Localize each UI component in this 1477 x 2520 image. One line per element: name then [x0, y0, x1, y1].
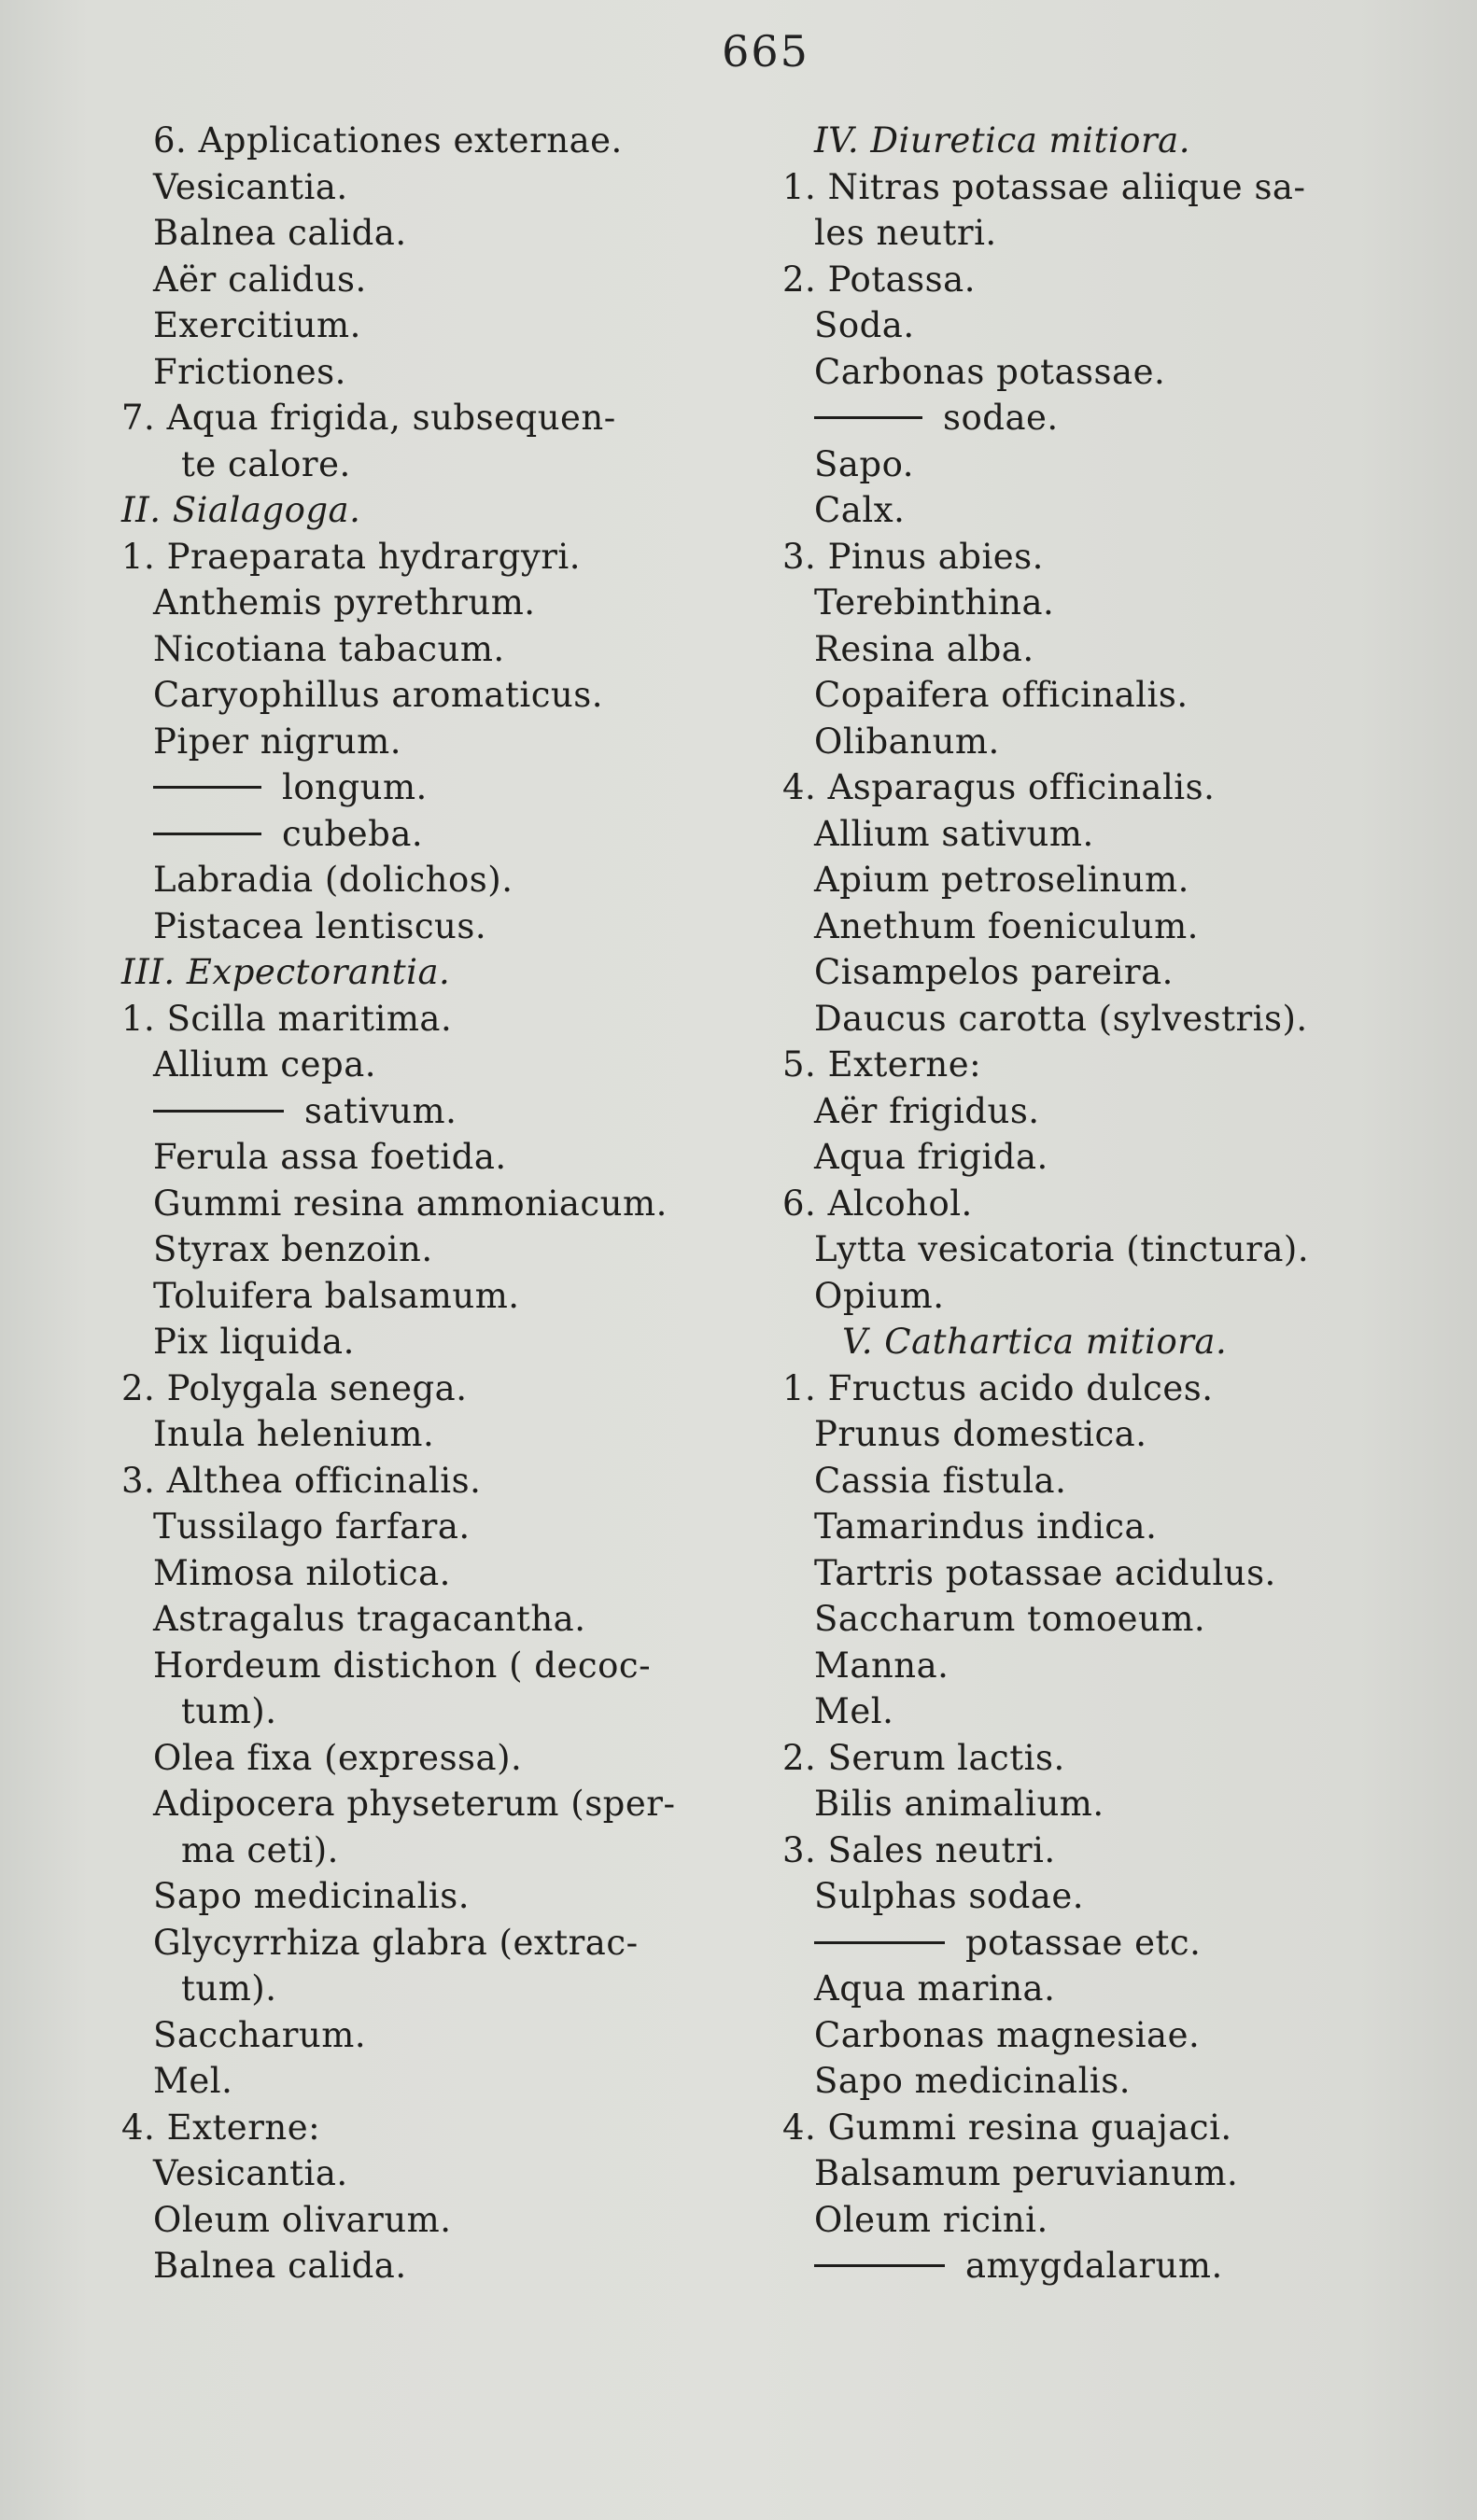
- section-heading: IV. Diuretica mitiora.: [814, 120, 1190, 161]
- entry: Balnea calida.: [153, 213, 407, 253]
- ditto-dash: [153, 833, 261, 835]
- section-heading: V. Cathartica mitiora.: [842, 1322, 1228, 1362]
- entry: Ferula assa foetida.: [153, 1137, 507, 1177]
- entry: Mimosa nilotica.: [153, 1552, 451, 1593]
- entry: Exercitium.: [153, 305, 361, 345]
- entry: Carbonas magnesiae.: [814, 2014, 1201, 2055]
- left-column: [121, 118, 738, 2289]
- entry: Aër calidus.: [153, 259, 367, 300]
- ditto-dash: [814, 1941, 945, 1944]
- section-heading: II. Sialagoga.: [121, 490, 361, 530]
- numbered-entry: 1. Scilla maritima.: [121, 998, 453, 1039]
- ditto-dash: [814, 416, 922, 419]
- entry: Balsamum peruvianum.: [814, 2153, 1239, 2193]
- entry: Piper nigrum.: [153, 721, 401, 762]
- entry: Lytta vesicatoria (tinctura).: [814, 1229, 1310, 1269]
- entry: Allium sativum.: [814, 813, 1094, 854]
- entry: Sapo medicinalis.: [153, 1876, 470, 1916]
- entry: Opium.: [814, 1275, 945, 1316]
- entry: Gummi resina ammoniacum.: [153, 1183, 668, 1224]
- entry: Anethum foeniculum.: [814, 905, 1199, 946]
- entry: Terebinthina.: [814, 582, 1055, 623]
- entry: Sulphas sodae.: [814, 1876, 1084, 1916]
- numbered-entry: 5. Externe:: [782, 1044, 982, 1085]
- entry: Manna.: [814, 1645, 950, 1686]
- ditto-dash: [153, 1110, 284, 1113]
- numbered-entry: 2. Serum lactis.: [782, 1737, 1065, 1778]
- entry: Inula helenium.: [153, 1414, 435, 1454]
- entry-continuation: te calore.: [181, 443, 351, 484]
- ditto-entry: longum.: [121, 764, 738, 811]
- entry: Daucus carotta (sylvestris).: [814, 998, 1308, 1039]
- entry: Copaifera officinalis.: [814, 675, 1189, 715]
- entry: Cisampelos pareira.: [814, 952, 1174, 992]
- section-heading: 6. Applicationes externae.: [153, 120, 623, 161]
- entry: Saccharum.: [153, 2014, 367, 2055]
- ditto-dash: [153, 786, 261, 789]
- numbered-entry: 3. Althea officinalis.: [121, 1460, 482, 1501]
- ditto-entry: cubeba.: [121, 811, 738, 858]
- entry: Mel.: [814, 1691, 894, 1731]
- entry: Oleum ricini.: [814, 2199, 1048, 2240]
- ditto-entry: potassae etc.: [782, 1920, 1399, 1967]
- entry: Toluifera balsamum.: [153, 1275, 520, 1316]
- entry-continuation: tum).: [181, 1691, 277, 1731]
- entry: Resina alba.: [814, 628, 1034, 669]
- entry: Olea fixa (expressa).: [153, 1737, 523, 1778]
- entry: Pistacea lentiscus.: [153, 905, 487, 946]
- entry: Sapo medicinalis.: [814, 2061, 1131, 2101]
- ditto-entry: amygdalarum.: [782, 2243, 1399, 2289]
- numbered-entry: 2. Polygala senega.: [121, 1367, 468, 1408]
- entry: Nicotiana tabacum.: [153, 628, 505, 669]
- entry: Soda.: [814, 305, 915, 345]
- entry: Bilis animalium.: [814, 1784, 1104, 1824]
- numbered-entry: 4. Gummi resina guajaci.: [782, 2107, 1232, 2148]
- entry: Aër frigidus.: [814, 1090, 1040, 1131]
- entry: Styrax benzoin.: [153, 1229, 433, 1269]
- entry-continuation: ma ceti).: [181, 1829, 339, 1870]
- ditto-dash: [814, 2264, 945, 2267]
- entry: Vesicantia.: [153, 166, 348, 207]
- entry: Anthemis pyrethrum.: [153, 582, 536, 623]
- entry: Adipocera physeterum (sper-: [153, 1784, 676, 1824]
- numbered-entry: 3. Pinus abies.: [782, 536, 1044, 577]
- entry: Tussilago farfara.: [153, 1506, 471, 1547]
- numbered-entry: 3. Sales neutri.: [782, 1829, 1056, 1870]
- entry: Tamarindus indica.: [814, 1506, 1158, 1547]
- entry: Cassia fistula.: [814, 1460, 1067, 1501]
- numbered-entry: 1. Fructus acido dulces.: [782, 1367, 1214, 1408]
- entry-continuation: tum).: [181, 1968, 277, 2009]
- entry: Olibanum.: [814, 721, 1000, 762]
- entry: Aqua frigida.: [814, 1137, 1048, 1177]
- entry: Prunus domestica.: [814, 1414, 1147, 1454]
- entry: Apium petroselinum.: [814, 860, 1189, 900]
- right-column: [782, 118, 1399, 2289]
- entry: Glycyrrhiza glabra (extrac-: [153, 1922, 639, 1963]
- entry: Caryophillus aromaticus.: [153, 675, 603, 715]
- numbered-entry: 4. Externe:: [121, 2107, 321, 2148]
- entry-continuation: les neutri.: [814, 213, 997, 253]
- entry: Astragalus tragacantha.: [153, 1599, 586, 1639]
- entry: Pix liquida.: [153, 1322, 355, 1362]
- entry: Aqua marina.: [814, 1968, 1056, 2009]
- entry: Vesicantia.: [153, 2153, 348, 2193]
- numbered-entry: 4. Asparagus officinalis.: [782, 767, 1216, 807]
- entry: Frictiones.: [153, 351, 346, 392]
- entry: Allium cepa.: [153, 1044, 377, 1085]
- entry: Balnea calida.: [153, 2246, 407, 2286]
- entry: Carbonas potassae.: [814, 351, 1166, 392]
- numbered-entry: 1. Nitras potassae aliique sa-: [782, 166, 1306, 207]
- page-number: 665: [722, 26, 809, 77]
- entry: Sapo.: [814, 443, 914, 484]
- entry: Oleum olivarum.: [153, 2199, 452, 2240]
- entry: Calx.: [814, 490, 906, 530]
- entry: Saccharum tomoeum.: [814, 1599, 1206, 1639]
- ditto-entry: sodae.: [782, 395, 1399, 441]
- numbered-entry: 1. Praeparata hydrargyri.: [121, 536, 582, 577]
- section-heading: III. Expectorantia.: [121, 952, 451, 992]
- entry: Mel.: [153, 2061, 233, 2101]
- entry: Labradia (dolichos).: [153, 860, 513, 900]
- entry: Hordeum distichon ( decoc-: [153, 1645, 652, 1686]
- ditto-entry: sativum.: [121, 1088, 738, 1135]
- numbered-entry: 6. Alcohol.: [782, 1183, 973, 1224]
- numbered-entry: 7. Aqua frigida, subsequen-: [121, 398, 616, 438]
- numbered-entry: 2. Potassa.: [782, 259, 976, 300]
- entry: Tartris potassae acidulus.: [814, 1552, 1276, 1593]
